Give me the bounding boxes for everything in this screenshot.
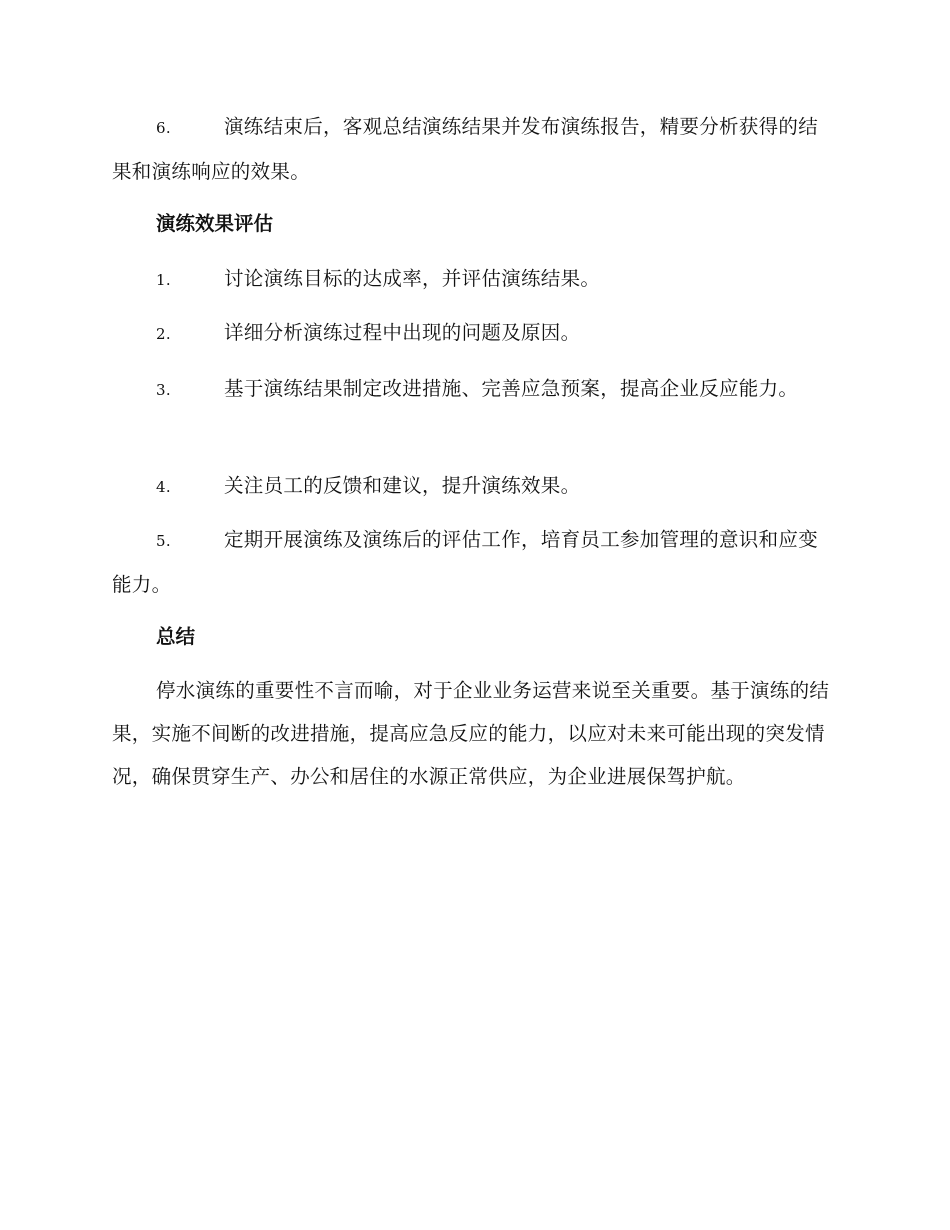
list-item: [112, 105, 834, 193]
section-heading-evaluation: 演练效果评估: [156, 212, 274, 235]
list-number: 1.: [156, 271, 171, 289]
list-text: 详细分析演练过程中出现的问题及原因。: [224, 321, 581, 344]
summary-paragraph: 停水演练的重要性不言而喻，对于企业业务运营来说至关重要。基于演练的结果，实施不间断的改进措施，提高应急反应的能力，以应对未来可能出现的突发情况，确保贯穿生产、办公和居住的水源正常供应，为企业进展保驾护航。: [112, 679, 830, 788]
list-text: 讨论演练目标的达成率，并评估演练结果。: [224, 267, 601, 290]
list-number: 3.: [156, 381, 171, 399]
list-item: [112, 518, 834, 606]
list-item: [112, 464, 834, 509]
list-number: 6.: [156, 119, 171, 137]
section-heading-summary: 总结: [156, 625, 196, 648]
list-text: 定期开展演练及演练后的评估工作，培育员工参加管理的意识和应变能力。: [112, 528, 819, 596]
list-item: [112, 367, 834, 412]
list-number: 5.: [156, 532, 171, 550]
list-number: 2.: [156, 325, 171, 343]
list-text: 演练结束后，客观总结演练结果并发布演练报告，精要分析获得的结果和演练响应的效果。: [112, 115, 819, 183]
list-text: 基于演练结果制定改进措施、完善应急预案，提高企业反应能力。: [224, 377, 799, 400]
list-text: 关注员工的反馈和建议，提升演练效果。: [224, 474, 581, 497]
list-item: [112, 257, 834, 302]
list-number: 4.: [156, 478, 171, 496]
list-item: [112, 311, 834, 356]
